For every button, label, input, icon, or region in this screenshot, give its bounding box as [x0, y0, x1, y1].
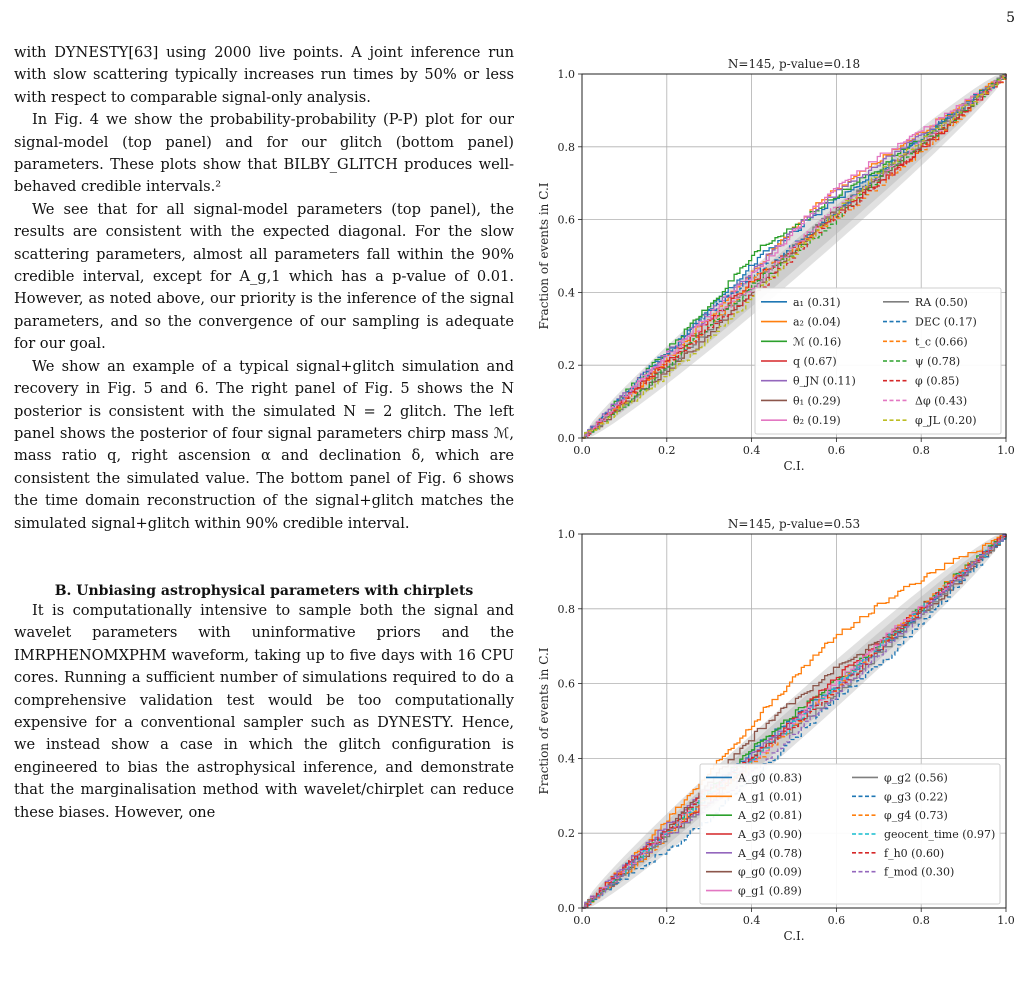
chart-1-legend-label: A_g1 (0.01) [738, 790, 803, 804]
chart-1-legend-label: φ_g3 (0.22) [884, 790, 948, 804]
chart-0-legend-label: a₁ (0.31) [793, 295, 841, 309]
chart-0-legend-label: q (0.67) [793, 355, 837, 368]
chart-1-legend-label: φ_g4 (0.73) [884, 809, 948, 823]
chart-1-ytick-label: 0.2 [557, 827, 575, 841]
chart-1-legend-label: φ_g0 (0.09) [738, 865, 802, 879]
pp-plot-glitch [530, 512, 1029, 972]
chart-1-ytick-label: 0.6 [557, 677, 575, 691]
paragraph-3: We see that for all signal-model parameters (top panel), the results are consistent with the expected diagonal. For the slow scattering parameters, almost all parameters fall within the 90% credible interval, except for A_g,1 which has a p-value of 0.01. However, as noted above, our priority is the inference of the signal parameters, and so the convergence of our sampling is adequate for our goal. [14, 200, 514, 353]
chart-0-legend-label: θ₂ (0.19) [793, 414, 841, 428]
chart-0-legend-label: DEC (0.17) [915, 315, 977, 329]
chart-1-legend-label: A_g3 (0.90) [738, 828, 803, 841]
chart-1-xtick-label: 0.4 [742, 914, 761, 927]
chart-1-xtick-label: 1.0 [997, 914, 1015, 927]
paragraph-5: It is computationally intensive to sample both the signal and wavelet parameters with uninformative priors and the IMRPHENOMXPHM waveform, taking up to five days with 16 CPU cores. Running a sufficient number of simulations required to do a comprehensive validation test would be too computationally expensive for a conventional sampler such as DYNESTY. Hence, we instead show a case in which the glitch configuration is engineered to bias the astrophysical inference, and demonstrate that the marginalisation method with wavelet/chirplet can reduce these biases. However, one [14, 601, 514, 821]
section-heading: B. Unbiasing astrophysical parameters with chirplets [54, 582, 474, 599]
figure-4 [530, 52, 1029, 997]
chart-0-x-axis-label: C.I. [783, 459, 805, 473]
chart-1-legend-label: φ_g2 (0.56) [884, 771, 948, 785]
chart-0-legend-label: θ₁ (0.29) [793, 394, 841, 408]
chart-0-xtick-label: 0.2 [658, 444, 676, 457]
chart-0-xtick-label: 1.0 [997, 444, 1015, 457]
chart-0-legend-label: a₂ (0.04) [793, 315, 841, 329]
chart-0-legend-label: θ_JN (0.11) [793, 374, 856, 388]
chart-0-title: N=145, p-value=0.18 [727, 57, 861, 71]
chart-0-legend-label: φ_JL (0.20) [915, 414, 977, 428]
chart-1-legend-label: A_g2 (0.81) [738, 809, 803, 823]
chart-0-legend-label: RA (0.50) [915, 295, 968, 309]
chart-0-legend-label: t_c (0.66) [915, 335, 968, 349]
paragraph-2: In Fig. 4 we show the probability-probability (P-P) plot for our signal-model (top panel) and for our glitch (bottom panel) parameters. These plots show that BILBY_GLITCH produces well-behaved credible intervals.² [14, 111, 514, 196]
chart-1-xtick-label: 0.0 [573, 914, 591, 927]
page-number: 5 [1006, 10, 1015, 26]
chart-1-legend-label: A_g4 (0.78) [738, 846, 803, 860]
chart-1-title: N=145, p-value=0.53 [727, 517, 861, 531]
chart-1-legend-label: f_h0 (0.60) [884, 846, 945, 860]
chart-0-legend-label: ℳ (0.16) [793, 335, 842, 349]
chart-0-ytick-label: 0.8 [557, 140, 575, 154]
chart-1-ytick-label: 0.0 [557, 902, 575, 915]
chart-0-xtick-label: 0.6 [827, 444, 846, 457]
chart-1-ytick-label: 0.8 [557, 602, 575, 616]
paragraph-4: We show an example of a typical signal+glitch simulation and recovery in Fig. 5 and 6. The right panel of Fig. 5 shows the N posterior is consistent with the simulated N = 2 glitch. The left panel shows the posterior of four signal parameters chirp mass ℳ, mass ratio q, right ascension α and declination δ, which are consistent the simulated value. The bottom panel of Fig. 6 shows the time domain reconstruction of the signal+glitch matches the simulated signal+glitch within 90% credible interval. [14, 357, 514, 532]
pp-plot-signal [530, 52, 1029, 492]
chart-1-xtick-label: 0.8 [912, 914, 930, 927]
chart-0-xtick-label: 0.0 [573, 444, 591, 457]
chart-0-ytick-label: 0.4 [557, 286, 575, 300]
chart-0-ytick-label: 0.0 [557, 432, 575, 445]
chart-0-y-axis-label: Fraction of events in C.I [537, 182, 551, 330]
chart-1-legend-label: geocent_time (0.97) [884, 828, 996, 841]
chart-0-ytick-label: 0.2 [557, 359, 575, 373]
chart-0-legend-box [755, 288, 1001, 434]
chart-1-legend-label: A_g0 (0.83) [738, 771, 803, 785]
chart-1-xtick-label: 0.2 [658, 914, 676, 927]
paragraph-1: with DYNESTY[63] using 2000 live points. A joint inference run with slow scattering typically increases run times by 50% or less with respect to comparable signal-only analysis. [14, 44, 514, 106]
chart-0-ytick-label: 1.0 [557, 68, 575, 81]
chart-1-legend-label: f_mod (0.30) [884, 865, 955, 879]
chart-0-xtick-label: 0.8 [912, 444, 930, 457]
chart-0-xtick-label: 0.4 [742, 444, 761, 457]
chart-1-ytick-label: 1.0 [557, 528, 575, 541]
chart-1-x-axis-label: C.I. [783, 929, 805, 943]
chart-1-y-axis-label: Fraction of events in C.I [537, 647, 551, 795]
chart-0-legend-label: φ (0.85) [915, 374, 960, 388]
chart-1-xtick-label: 0.6 [827, 914, 846, 927]
text-column [14, 42, 514, 824]
chart-0-legend-label: Δφ (0.43) [915, 394, 968, 408]
chart-1-legend-label: φ_g1 (0.89) [738, 884, 802, 898]
chart-0-ytick-label: 0.6 [557, 213, 575, 227]
chart-1-ytick-label: 0.4 [557, 752, 575, 766]
chart-0-legend-label: ψ (0.78) [915, 355, 961, 368]
